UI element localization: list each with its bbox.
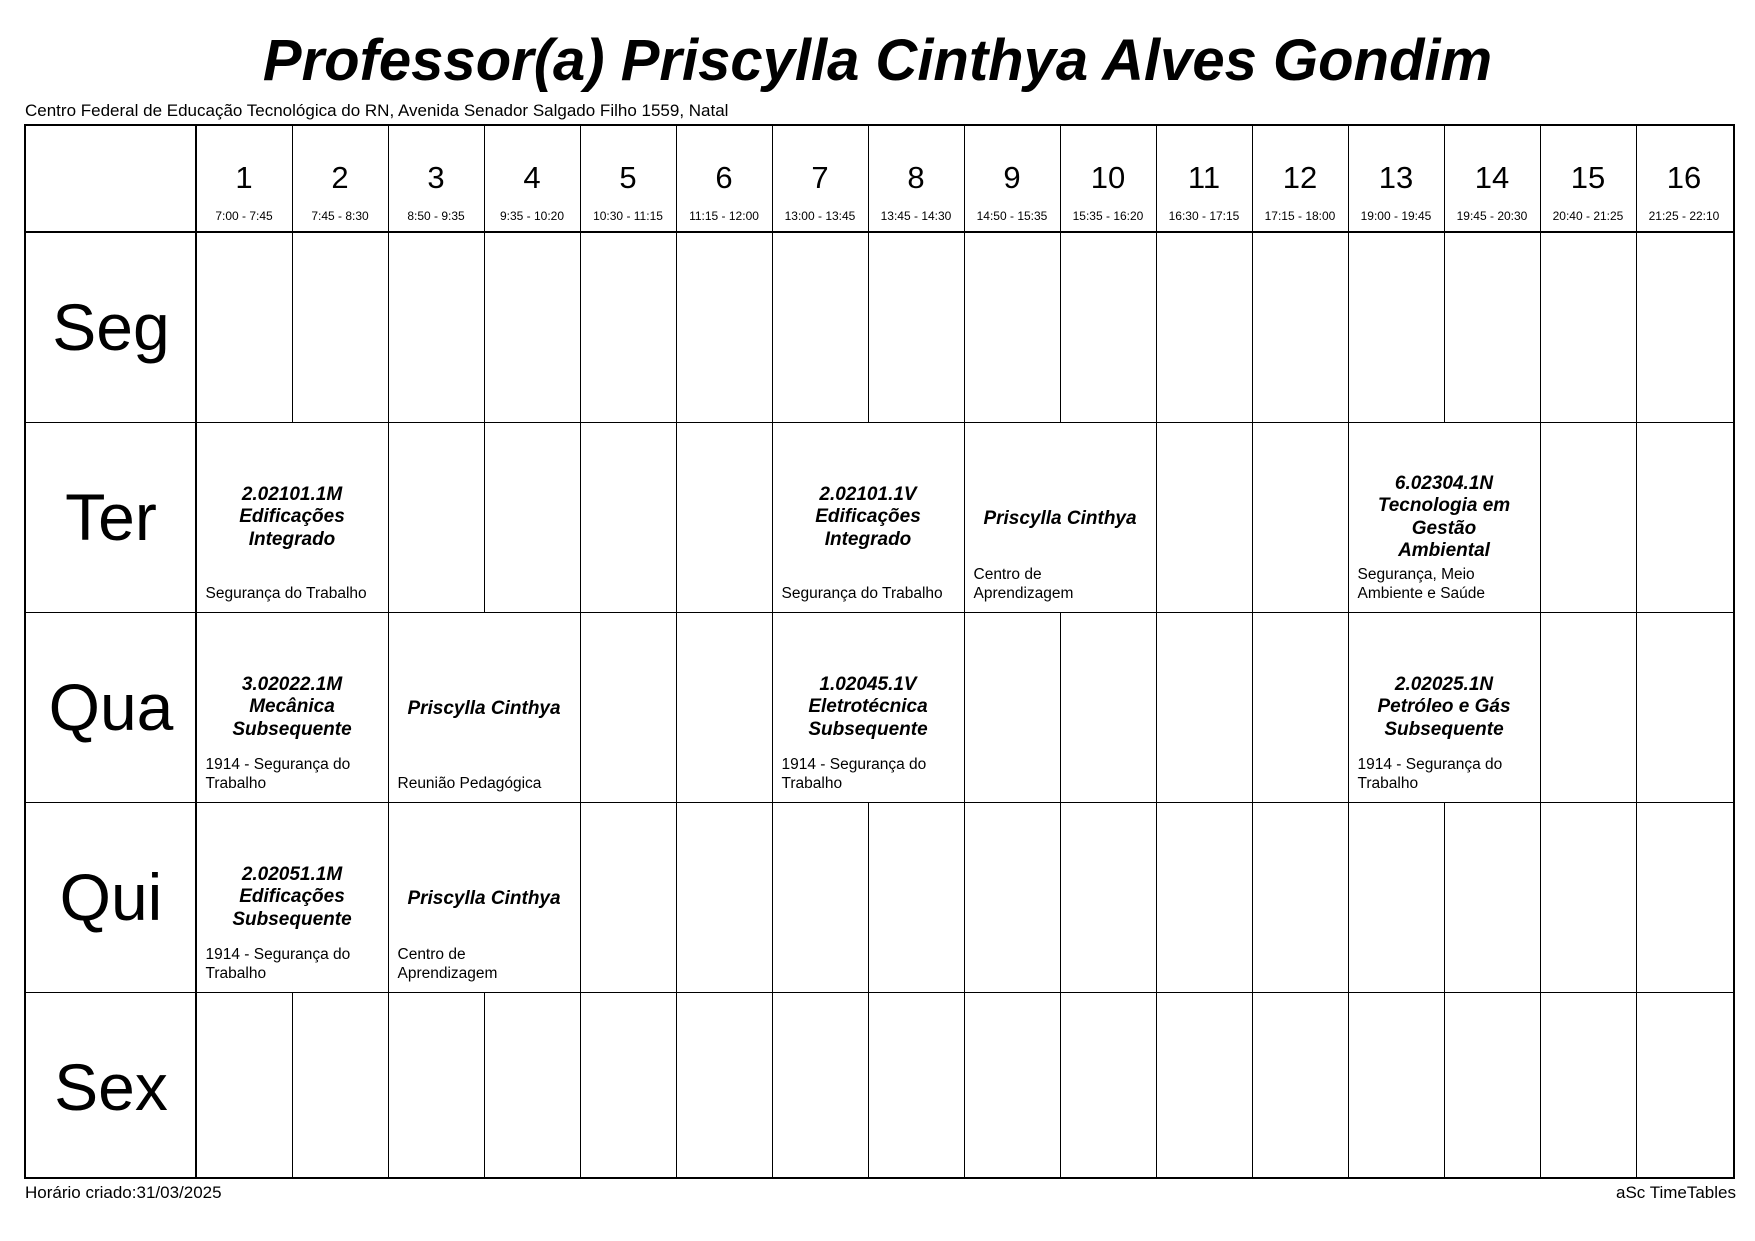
school-address: Centro Federal de Educação Tecnológica do RN, Avenida Senador Salgado Filho 1559, Natal <box>25 101 729 120</box>
period-number: 4 <box>523 160 541 195</box>
period-header <box>1444 126 1540 232</box>
lesson-subject <box>782 755 960 794</box>
lesson-subject <box>206 584 384 604</box>
period-header <box>1348 126 1444 232</box>
period-number: 5 <box>619 160 637 195</box>
period-number: 16 <box>1666 160 1702 195</box>
period-header <box>484 126 580 232</box>
lesson-heading-line: Edificações <box>815 506 921 527</box>
period-time: 8:50 - 9:35 <box>407 209 465 223</box>
lesson-heading <box>773 674 964 742</box>
period-time: 20:40 - 21:25 <box>1552 209 1624 223</box>
lesson-card[interactable] <box>1349 613 1540 802</box>
period-number: 12 <box>1282 160 1318 195</box>
lesson-subject <box>1358 755 1536 794</box>
lesson-heading-line: 6.02304.1N <box>1394 472 1494 494</box>
lesson-subject-line: Segurança do Trabalho <box>205 585 367 602</box>
lesson-subject-line: Segurança, Meio <box>1357 565 1475 583</box>
day-label-sex: Sex <box>54 1050 168 1124</box>
lesson-subject-line: 1914 - Segurança do <box>781 755 927 773</box>
period-time: 13:00 - 13:45 <box>784 209 856 223</box>
grid-column-line <box>676 126 677 1177</box>
software-credit: aSc TimeTables <box>1616 1183 1736 1202</box>
lesson-heading-line: Subsequente <box>232 718 352 740</box>
period-number: 15 <box>1570 160 1606 195</box>
lesson-heading <box>1349 674 1540 742</box>
lesson-heading-line: Subsequente <box>1384 718 1504 740</box>
lesson-subject-line: Trabalho <box>1357 775 1419 792</box>
period-header <box>1252 126 1348 232</box>
period-header <box>1636 126 1732 232</box>
period-number: 9 <box>1003 160 1021 195</box>
period-time: 7:45 - 8:30 <box>311 209 369 223</box>
period-header <box>964 126 1060 232</box>
day-label-seg: Seg <box>52 290 170 364</box>
period-header <box>1540 126 1636 232</box>
period-number: 11 <box>1187 160 1221 195</box>
period-number: 7 <box>811 160 829 195</box>
period-number: 3 <box>427 160 445 195</box>
grid-column-line <box>580 126 581 1177</box>
period-header <box>292 126 388 232</box>
period-header <box>868 126 964 232</box>
lesson-heading-line: Priscylla Cinthya <box>407 887 561 909</box>
lesson-heading-line: Edificações <box>239 886 345 907</box>
lesson-heading-line: 2.02051.1M <box>241 863 343 885</box>
period-time: 19:45 - 20:30 <box>1456 209 1528 223</box>
lesson-subject <box>398 945 576 984</box>
period-time: 16:30 - 17:15 <box>1168 209 1240 223</box>
period-time: 9:35 - 10:20 <box>499 209 565 223</box>
page-title: Professor(a) Priscylla Cinthya Alves Gondim <box>262 28 1493 93</box>
period-header <box>196 126 292 232</box>
lesson-heading-line: Priscylla Cinthya <box>983 507 1137 529</box>
lesson-heading-line: Eletrotécnica <box>808 696 928 717</box>
period-time: 13:45 - 14:30 <box>880 209 952 223</box>
period-time: 7:00 - 7:45 <box>215 209 273 223</box>
lesson-subject-line: 1914 - Segurança do <box>205 755 351 773</box>
lesson-subject-line: 1914 - Segurança do <box>1357 755 1503 773</box>
grid-column-line <box>964 126 965 1177</box>
period-number: 10 <box>1090 160 1126 195</box>
period-time: 17:15 - 18:00 <box>1264 209 1336 223</box>
grid-row-line <box>26 992 1733 993</box>
lesson-card[interactable] <box>389 803 580 992</box>
lesson-card[interactable] <box>197 803 388 992</box>
lesson-subject-line: Trabalho <box>781 775 843 792</box>
lesson-card[interactable] <box>773 423 964 612</box>
lesson-heading-line: 2.02101.1V <box>819 483 917 505</box>
period-header <box>388 126 484 232</box>
day-label-qui: Qui <box>59 860 163 934</box>
lesson-heading <box>965 508 1156 531</box>
period-time: 14:50 - 15:35 <box>976 209 1048 223</box>
lesson-card[interactable] <box>965 423 1156 612</box>
lesson-card[interactable] <box>197 613 388 802</box>
day-label-qua: Qua <box>48 670 174 744</box>
lesson-heading <box>773 484 964 552</box>
lesson-subject <box>782 584 960 604</box>
lesson-card[interactable] <box>389 613 580 802</box>
lesson-subject <box>974 565 1152 604</box>
grid-column-line <box>1156 126 1157 1177</box>
lesson-heading-line: Subsequente <box>232 908 352 930</box>
lesson-heading-line: 1.02045.1V <box>819 673 917 695</box>
period-time: 19:00 - 19:45 <box>1360 209 1432 223</box>
period-header <box>772 126 868 232</box>
lesson-heading-line: Tecnologia em <box>1377 495 1511 516</box>
lesson-heading-line: Integrado <box>248 528 336 550</box>
lesson-heading <box>197 674 388 742</box>
lesson-heading-line: Integrado <box>824 528 912 550</box>
lesson-subject-line: Trabalho <box>205 965 267 982</box>
period-time: 21:25 - 22:10 <box>1648 209 1720 223</box>
period-header <box>676 126 772 232</box>
period-number: 14 <box>1474 160 1510 195</box>
lesson-subject-line: Segurança do Trabalho <box>781 585 943 602</box>
lesson-heading-line: Edificações <box>239 506 345 527</box>
lesson-subject-line: Ambiente e Saúde <box>1357 585 1486 602</box>
lesson-subject <box>206 945 384 984</box>
lesson-heading <box>389 698 580 721</box>
lesson-subject <box>1358 565 1536 604</box>
lesson-card[interactable] <box>1349 423 1540 612</box>
lesson-heading <box>197 864 388 932</box>
lesson-subject-line: Reunião Pedagógica <box>397 775 542 792</box>
lesson-subject-line: Centro de <box>973 565 1042 583</box>
lesson-heading-line: 3.02022.1M <box>241 673 343 695</box>
lesson-subject-line: Trabalho <box>205 775 267 792</box>
lesson-subject <box>206 755 384 794</box>
period-time: 11:15 - 12:00 <box>689 209 759 223</box>
created-date: Horário criado:31/03/2025 <box>25 1183 222 1202</box>
period-number: 8 <box>907 160 925 195</box>
period-number: 13 <box>1378 160 1414 195</box>
lesson-card[interactable] <box>197 423 388 612</box>
period-header <box>580 126 676 232</box>
lesson-heading-line: Subsequente <box>808 718 928 740</box>
period-number: 6 <box>715 160 733 195</box>
lesson-card[interactable] <box>773 613 964 802</box>
grid-column-line <box>1060 126 1061 1177</box>
lesson-heading-line: Petróleo e Gás <box>1377 696 1511 717</box>
lesson-heading <box>197 484 388 552</box>
lesson-heading-line: 2.02101.1M <box>241 483 343 505</box>
lesson-heading <box>389 888 580 911</box>
lesson-heading-line: 2.02025.1N <box>1394 673 1494 695</box>
lesson-heading <box>1349 473 1540 563</box>
lesson-heading-line: Ambiental <box>1398 540 1490 561</box>
timetable-grid <box>24 124 1735 1179</box>
period-time: 10:30 - 11:15 <box>593 209 663 223</box>
day-label-ter: Ter <box>65 480 157 554</box>
lesson-subject-line: 1914 - Segurança do <box>205 945 351 963</box>
lesson-subject-line: Aprendizagem <box>397 965 498 982</box>
grid-column-line <box>1636 126 1637 1177</box>
period-header <box>1156 126 1252 232</box>
period-number: 1 <box>235 160 253 195</box>
lesson-subject <box>398 774 576 794</box>
grid-column-line <box>1252 126 1253 1177</box>
period-header <box>1060 126 1156 232</box>
grid-column-line <box>1540 126 1541 1177</box>
grid-row-line <box>26 231 1733 233</box>
lesson-heading-line: Mecânica <box>249 696 335 717</box>
lesson-subject-line: Centro de <box>397 945 466 963</box>
period-number: 2 <box>331 160 349 195</box>
period-time: 15:35 - 16:20 <box>1072 209 1144 223</box>
lesson-subject-line: Aprendizagem <box>973 585 1074 602</box>
lesson-heading-line: Priscylla Cinthya <box>407 697 561 719</box>
lesson-heading-line: Gestão <box>1411 517 1477 539</box>
